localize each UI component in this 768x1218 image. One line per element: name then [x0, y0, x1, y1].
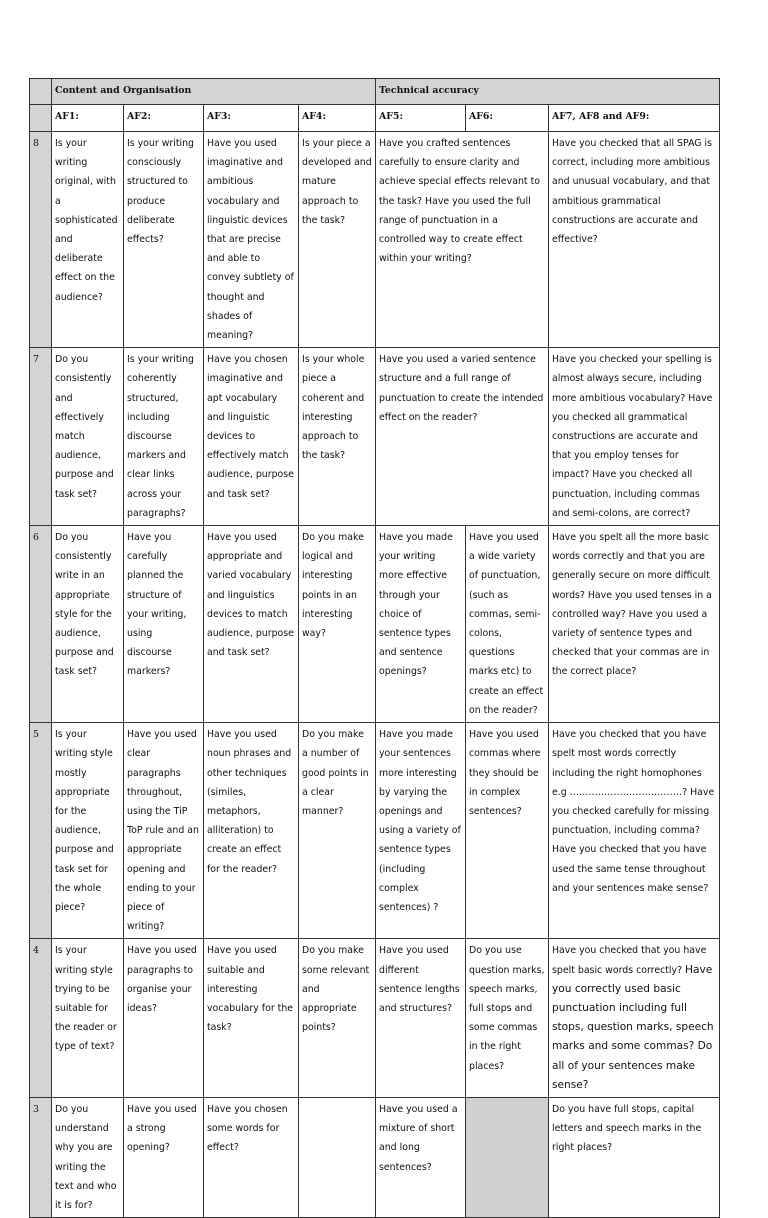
af4-cell: Do you make a number of good points in a clear manner? [299, 723, 376, 939]
af2-cell: Is your writing coherently structured, including discourse markers and clear links across your paragraphs? [124, 348, 204, 526]
af3-cell: Have you chosen some words for effect? [204, 1097, 299, 1217]
level-number: 7 [30, 348, 52, 526]
level-number: 3 [30, 1097, 52, 1217]
af2-cell: Have you used clear paragraphs throughout, using the TiP ToP rule and an appropriate opening and ending to your piece of writing? [124, 723, 204, 939]
af3-cell: Have you used noun phrases and other techniques (similes, metaphors, alliteration) to create an effect for the reader? [204, 723, 299, 939]
level-row-4 [30, 939, 720, 1098]
af7-9-cell [549, 939, 720, 1098]
af5-cell: Have you made your sentences more interesting by varying the openings and using a variety of sentence types (including complex sentences) ? [376, 723, 466, 939]
af6-cell: Have you used a wide variety of punctuation, (such as commas, semi-colons, questions marks etc) to create an effect on the reader? [466, 526, 549, 723]
level-row-6 [30, 526, 720, 723]
af3-cell: Have you used suitable and interesting vocabulary for the task? [204, 939, 299, 1098]
af7-9-cell: Have you checked that all SPAG is correct, including more ambitious and unusual vocabulary, and that ambitious grammatical constructions are accurate and effective? [549, 132, 720, 348]
af-header: AF5: [376, 105, 466, 132]
level-number: 4 [30, 939, 52, 1098]
af5-cell: Have you used a mixture of short and long sentences? [376, 1097, 466, 1217]
af6-cell: Do you use question marks, speech marks, full stops and some commas in the right places? [466, 939, 549, 1098]
corner-cell [30, 79, 52, 105]
corner-cell [30, 105, 52, 132]
af5-cell: Have you made your writing more effective through your choice of sentence types and sentence openings? [376, 526, 466, 723]
af-header: AF3: [204, 105, 299, 132]
af-header: AF1: [52, 105, 124, 132]
af4-cell: Do you make logical and interesting points in an interesting way? [299, 526, 376, 723]
af-header: AF2: [124, 105, 204, 132]
af1-cell: Is your writing style mostly appropriate for the audience, purpose and task set for the whole piece? [52, 723, 124, 939]
level-number: 5 [30, 723, 52, 939]
section-content-organisation: Content and Organisation [52, 79, 376, 105]
af6-cell: Have you used commas where they should be in complex sentences? [466, 723, 549, 939]
af7-9-cell: Have you checked your spelling is almost always secure, including more ambitious vocabulary? Have you checked all grammatical constructions are accurate and that you employ tenses for impact? Have you checked all punctuation, including commas and semi-colons, are correct? [549, 348, 720, 526]
af-header: AF6: [466, 105, 549, 132]
af7-9-text-punctuation: Have you correctly used basic punctuation including full stops, question marks, speech marks and some commas? Do all of your sentences make sense? [552, 963, 714, 1091]
af-header-row [30, 105, 720, 132]
af1-cell: Do you consistently and effectively match audience, purpose and task set? [52, 348, 124, 526]
level-row-5 [30, 723, 720, 939]
af7-9-cell: Have you checked that you have spelt most words correctly including the right homophones e.g ………………………………? Have you checked carefully for missing punctuation, including comma? Have you checked that you have used the same tense throughout and your sentences make sense? [549, 723, 720, 939]
af2-cell: Have you carefully planned the structure of your writing, using discourse markers? [124, 526, 204, 723]
af4-cell: Is your whole piece a coherent and interesting approach to the task? [299, 348, 376, 526]
section-technical-accuracy: Technical accuracy [376, 79, 720, 105]
section-header-row [30, 79, 720, 105]
af1-cell: Is your writing style trying to be suitable for the reader or type of text? [52, 939, 124, 1098]
af3-cell: Have you used imaginative and ambitious vocabulary and linguistic devices that are precise and able to convey subtlety of thought and shades of meaning? [204, 132, 299, 348]
af3-cell: Have you used appropriate and varied vocabulary and linguistics devices to match audience, purpose and task set? [204, 526, 299, 723]
af6-cell-empty [466, 1097, 549, 1217]
af2-cell: Have you used a strong opening? [124, 1097, 204, 1217]
af1-cell: Do you consistently write in an appropriate style for the audience, purpose and task set? [52, 526, 124, 723]
af-header: AF4: [299, 105, 376, 132]
level-number: 6 [30, 526, 52, 723]
level-row-3 [30, 1097, 720, 1217]
af1-cell: Is your writing original, with a sophisticated and deliberate effect on the audience? [52, 132, 124, 348]
af-header: AF7, AF8 and AF9: [549, 105, 720, 132]
level-row-7 [30, 348, 720, 526]
af2-cell: Have you used paragraphs to organise your ideas? [124, 939, 204, 1098]
af2-cell: Is your writing consciously structured to produce deliberate effects? [124, 132, 204, 348]
af5-af6-cell: Have you crafted sentences carefully to ensure clarity and achieve special effects relevant to the task? Have you used the full range of punctuation in a controlled way to create effect within your writing? [376, 132, 549, 348]
assessment-grid [29, 78, 720, 1218]
af7-9-cell: Have you spelt all the more basic words correctly and that you are generally secure on more difficult words? Have you used tenses in a controlled way? Have you used a variety of sentence types and checked that your commas are in the correct place? [549, 526, 720, 723]
af5-af6-cell: Have you used a varied sentence structure and a full range of punctuation to create the intended effect on the reader? [376, 348, 549, 526]
af5-cell: Have you used different sentence lengths and structures? [376, 939, 466, 1098]
af4-cell: Is your piece a developed and mature approach to the task? [299, 132, 376, 348]
af7-9-cell: Do you have full stops, capital letters and speech marks in the right places? [549, 1097, 720, 1217]
af7-9-text-spelling: Have you checked that you have spelt basic words correctly? [552, 945, 707, 976]
af4-cell [299, 1097, 376, 1217]
af1-cell: Do you understand why you are writing the text and who it is for? [52, 1097, 124, 1217]
level-number: 8 [30, 132, 52, 348]
af4-cell: Do you make some relevant and appropriate points? [299, 939, 376, 1098]
af3-cell: Have you chosen imaginative and apt vocabulary and linguistic devices to effectively match audience, purpose and task set? [204, 348, 299, 526]
level-row-8 [30, 132, 720, 348]
